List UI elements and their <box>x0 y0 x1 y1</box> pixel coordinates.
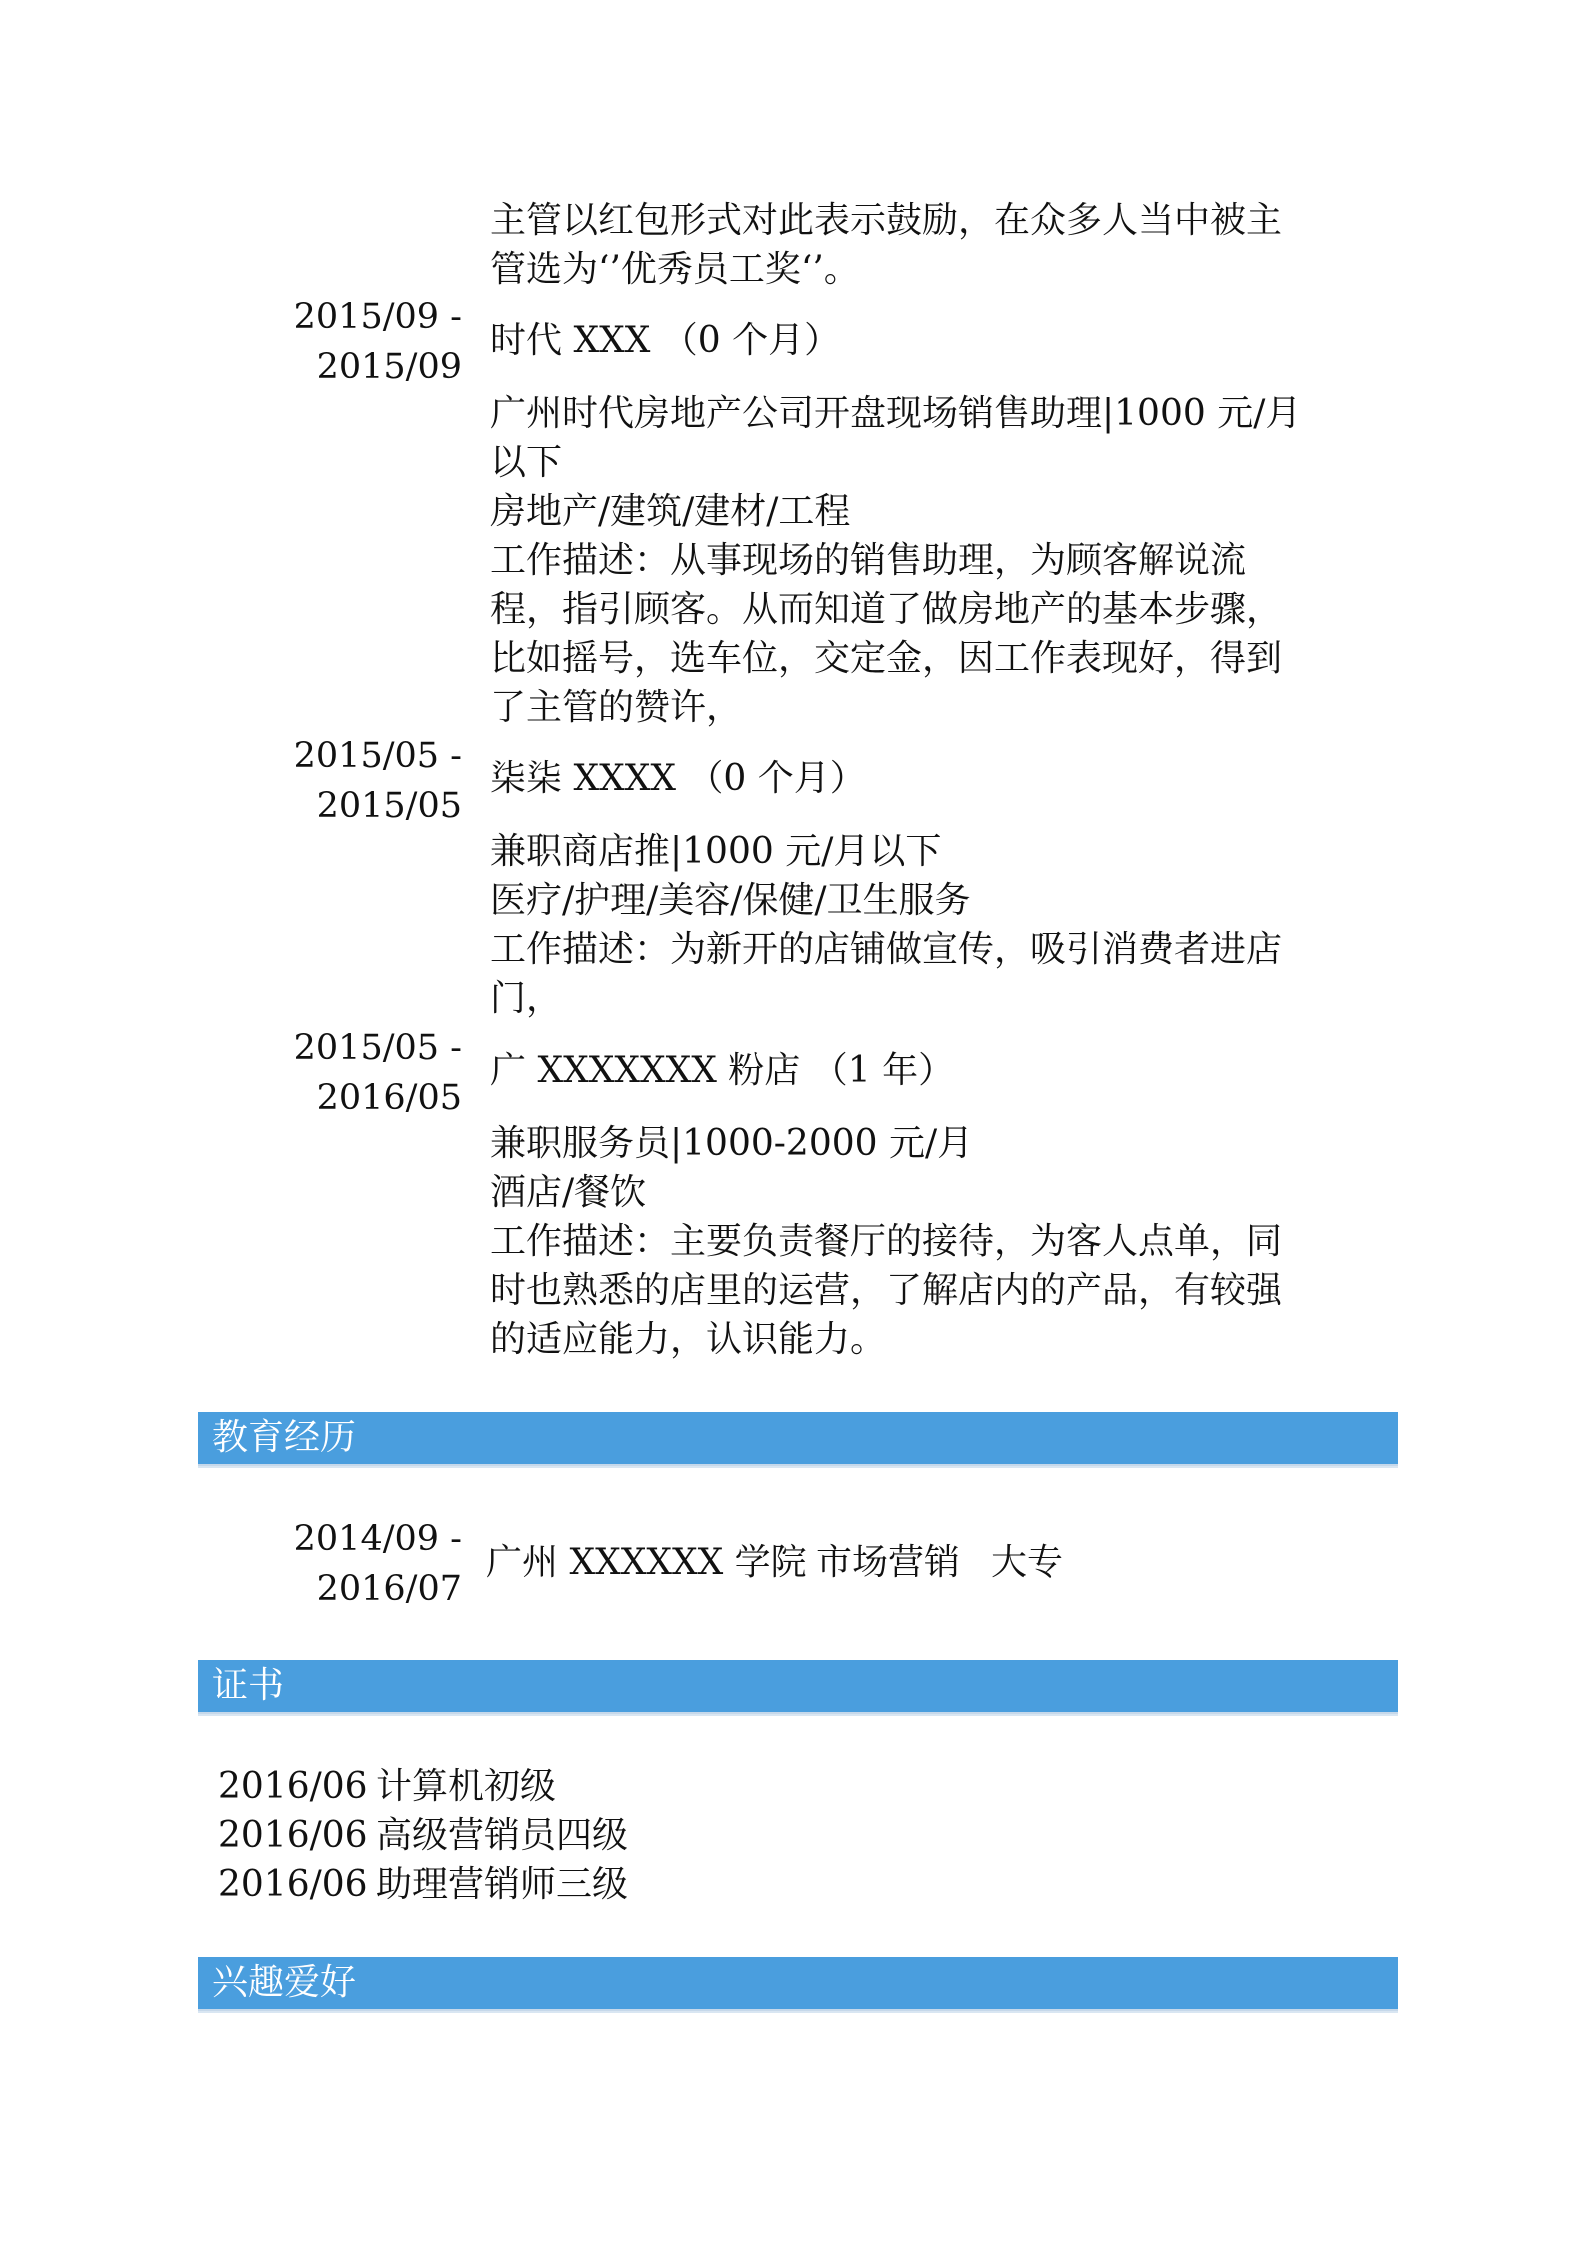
certificate-name: 高级营销员四级 <box>376 1815 629 1856</box>
section-header-certificates <box>198 1660 1398 1714</box>
job-detail: 酒店/餐饮 <box>490 1172 647 1213</box>
job-date-start: 2015/05 - <box>293 1028 462 1068</box>
section-title: 教育经历 <box>212 1417 357 1458</box>
certificate-date: 2016/06 <box>218 1815 368 1856</box>
job-detail: 了主管的赞许， <box>490 687 743 728</box>
education-major: 市场营销 <box>816 1542 961 1583</box>
education-date-end: 2016/07 <box>316 1569 462 1609</box>
certificate-item <box>218 1762 628 1811</box>
job-detail: 工作描述：为新开的店铺做宣传，吸引消费者进店 <box>490 929 1283 970</box>
job-detail: 工作描述：主要负责餐厅的接待，为客人点单，同 <box>490 1221 1283 1262</box>
certificate-item <box>218 1860 628 1909</box>
job-detail: 兼职服务员|1000-2000 元/月 <box>490 1123 974 1164</box>
job-date <box>192 292 462 392</box>
education-school: 广州 XXXXXX 学院 <box>486 1542 807 1583</box>
section-title: 证书 <box>212 1665 285 1706</box>
job-detail: 工作描述：从事现场的销售助理，为顾客解说流 <box>490 540 1247 581</box>
education-entry <box>486 1538 1063 1588</box>
job-date <box>192 731 462 831</box>
section-header-hobbies <box>198 1957 1398 2011</box>
section-title: 兴趣爱好 <box>212 1962 357 2003</box>
section-header-education <box>198 1412 1398 1466</box>
certificate-name: 助理营销师三级 <box>376 1864 629 1905</box>
certificate-name: 计算机初级 <box>376 1766 557 1807</box>
job-detail: 广州时代房地产公司开盘现场销售助理|1000 元/月 <box>490 393 1302 434</box>
intro-paragraph <box>490 196 1350 294</box>
job-company: 广 XXXXXXX 粉店 （1 年） <box>490 1050 955 1091</box>
certificate-item <box>218 1811 628 1860</box>
education-date <box>192 1514 462 1614</box>
job-date-end: 2016/05 <box>316 1078 462 1118</box>
job-entry <box>490 754 1350 1023</box>
job-entry <box>490 1046 1350 1364</box>
intro-line: 主管以红包形式对此表示鼓励，在众多人当中被主 <box>490 200 1283 241</box>
certificate-list <box>218 1762 628 1909</box>
job-date <box>192 1023 462 1123</box>
job-date-end: 2015/09 <box>316 347 462 387</box>
job-detail: 房地产/建筑/建材/工程 <box>490 491 851 532</box>
certificate-date: 2016/06 <box>218 1766 368 1807</box>
job-date-end: 2015/05 <box>316 786 462 826</box>
intro-line: 管选为‘’优秀员工奖‘’。 <box>490 249 860 290</box>
job-detail: 医疗/护理/美容/保健/卫生服务 <box>490 880 971 921</box>
job-detail: 时也熟悉的店里的运营，了解店内的产品，有较强 <box>490 1270 1283 1311</box>
job-date-start: 2015/09 - <box>293 297 462 337</box>
job-company: 柒柒 XXXX （0 个月） <box>490 758 866 799</box>
job-detail: 门， <box>490 978 563 1019</box>
job-date-start: 2015/05 - <box>293 736 462 776</box>
job-detail: 兼职商店推|1000 元/月以下 <box>490 831 942 872</box>
certificate-date: 2016/06 <box>218 1864 368 1905</box>
education-date-start: 2014/09 - <box>293 1519 462 1559</box>
job-entry <box>490 316 1350 732</box>
job-detail: 以下 <box>490 442 563 483</box>
job-company: 时代 XXX （0 个月） <box>490 320 841 361</box>
job-detail: 的适应能力，认识能力。 <box>490 1319 887 1360</box>
education-degree: 大专 <box>991 1542 1064 1583</box>
job-detail: 程，指引顾客。从而知道了做房地产的基本步骤， <box>490 589 1283 630</box>
job-detail: 比如摇号，选车位，交定金，因工作表现好，得到 <box>490 638 1283 679</box>
